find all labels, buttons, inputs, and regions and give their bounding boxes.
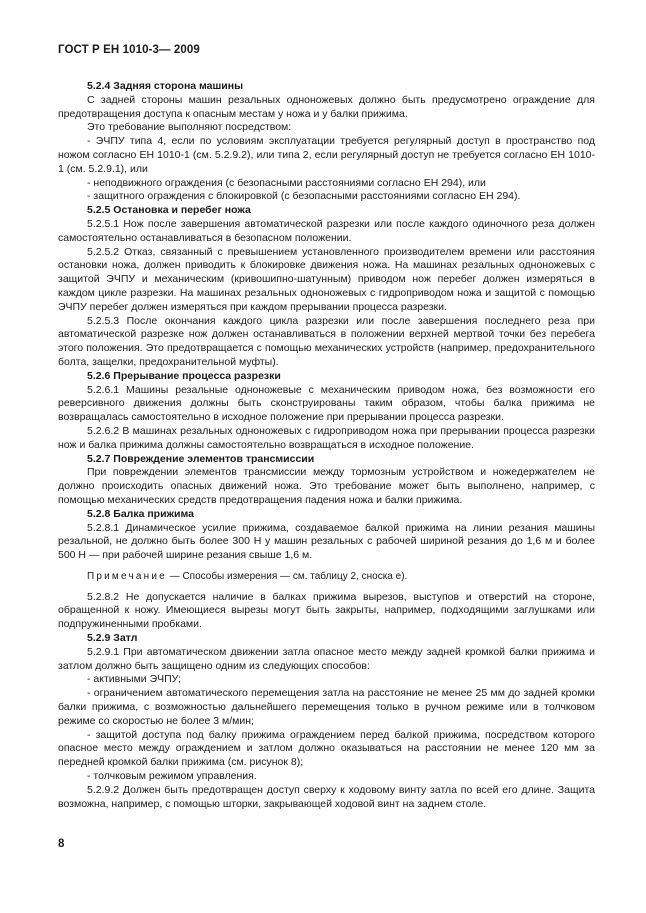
- document-body: [58, 80, 595, 811]
- body-paragraph: 5.2.5.2 Отказ, связанный с превышением установленного производителем времени или расстояния остановки ножа, должен приводить к блокировке движения ножа. На машинах резальных одноножевых с защитой ЭЧПУ и механическим (кривошипно-шатунным) приводом нож перебег должен измеряться в каждом цикле разрезки. На машинах резальных одноножевых с гидроприводом ножа и защитой с помощью ЭЧПУ перебег должен измеряться при каждом прерывании процесса разрезки.: [58, 245, 595, 313]
- body-paragraph: - ЭЧПУ типа 4, если по условиям эксплуатации требуется регулярный доступ в пространство под ножом согласно ЕН 1010-1 (см. 5.2.9.2), или типа 2, если регулярный доступ не требуется согласно ЕН 1010-1 (см. 5.2.9.1), или: [58, 135, 595, 175]
- body-paragraph: 5.2.9.2 Должен быть предотвращен доступ сверху к ходовому винту затла по всей его длине. Защита возможна, например, с помощью шторки, закрывающей ходовой винт на заднем столе.: [58, 783, 595, 810]
- body-paragraph: 5.2.5.1 Нож после завершения автоматической разрезки или после каждого одиночного реза должен самостоятельно останавливаться в безопасном положении.: [58, 217, 595, 244]
- note-paragraph: [58, 570, 595, 584]
- section-heading: 5.2.4 Задняя сторона машины: [87, 80, 244, 92]
- body-paragraph: 5.2.8.2 Не допускается наличие в балках прижима вырезов, выступов и отверстий на стороне, обращенной к ножу. Имеющиеся вырезы могут быть закрыты, например, подходящими заглушками или подпружиненными пробками.: [58, 590, 595, 631]
- section-heading: 5.2.8 Балка прижима: [87, 507, 194, 520]
- note-label: Примечание: [87, 570, 167, 582]
- body-paragraph: Это требование выполняют посредством:: [87, 121, 292, 134]
- body-paragraph: При повреждении элементов трансмиссии между тормозным устройством и ножедержателем не должно происходить опасных движений ножа. Это требование может быть выполнено, например, с помощью механических средств предотвращения падения ножа и балки прижима.: [58, 466, 595, 506]
- body-paragraph: - активными ЭЧПУ;: [87, 673, 182, 686]
- body-paragraph: 5.2.6.2 В машинах резальных одноножевых с гидроприводом ножа при прерывании процесса разрезки нож и балка прижима должны самостоятельно возвращаться в исходное положение.: [58, 424, 595, 451]
- body-paragraph: - толчковым режимом управления.: [87, 770, 257, 783]
- section-heading: 5.2.6 Прерывание процесса разрезки: [87, 369, 281, 382]
- body-paragraph: 5.2.6.1 Машины резальные одноножевые с механическим приводом ножа, без возможности его реверсивного движения должны быть сконструированы таким образом, чтобы балка прижима не возвращалась самостоятельно в исходное положение при прерывании процесса разрезки.: [58, 383, 595, 424]
- body-paragraph: С задней стороны машин резальных одноножевых должно быть предусмотрено ограждение для предотвращения доступа к опасным местам у ножа и у балки прижима.: [58, 93, 595, 120]
- note-text: — Способы измерения — см. таблицу 2, сноска е).: [166, 570, 408, 582]
- section-heading: 5.2.5 Остановка и перебег ножа: [87, 204, 251, 217]
- section-heading: 5.2.7 Повреждение элементов трансмиссии: [87, 452, 315, 465]
- body-paragraph: 5.2.5.3 После окончания каждого цикла разрезки или после завершения последнего реза при автоматической разрезке нож должен останавливаться в положении верхней мертвой точки без перебега этого положения. Это предотвращается с помощью механических устройств (например, предохранительного болта, защелки, предохранительной муфты).: [58, 314, 595, 368]
- section-heading: 5.2.9 Затл: [87, 632, 138, 645]
- body-paragraph: - защитного ограждения с блокировкой (с безопасными расстояниями согласно ЕН 294).: [87, 190, 521, 203]
- body-paragraph: 5.2.8.1 Динамическое усилие прижима, создаваемое балкой прижима на линии резания машины резальной, не должно быть более 300 Н у машин резальных с рабочей шириной резания до 1,6 м и более 500 Н — при рабочей ширине резания свыше 1,6 м.: [58, 521, 595, 562]
- body-paragraph: - защитой доступа под балку прижима ограждением перед балкой прижима, посредством которого опасное место между ограждением и затлом должно оказываться на расстоянии не менее 120 мм за передней кромкой балки прижима (см. рисунок 8);: [58, 728, 595, 769]
- body-paragraph: 5.2.9.1 При автоматическом движении затла опасное место между задней кромкой балки прижима и затлом должно быть защищено одним из следующих способов:: [58, 645, 595, 672]
- body-paragraph: - неподвижного ограждения (с безопасными расстояниями согласно ЕН 294), или: [87, 176, 486, 189]
- page-number: 8: [58, 838, 65, 850]
- document-header: ГОСТ Р ЕН 1010-3— 2009: [58, 44, 200, 56]
- body-paragraph: - ограничением автоматического перемещения затла на расстояние не менее 25 мм до задней кромки балки прижима, с возможностью дальнейшего перемещения только в ручном режиме или в толчковом режиме со скоростью не более 3 м/мин;: [58, 687, 595, 727]
